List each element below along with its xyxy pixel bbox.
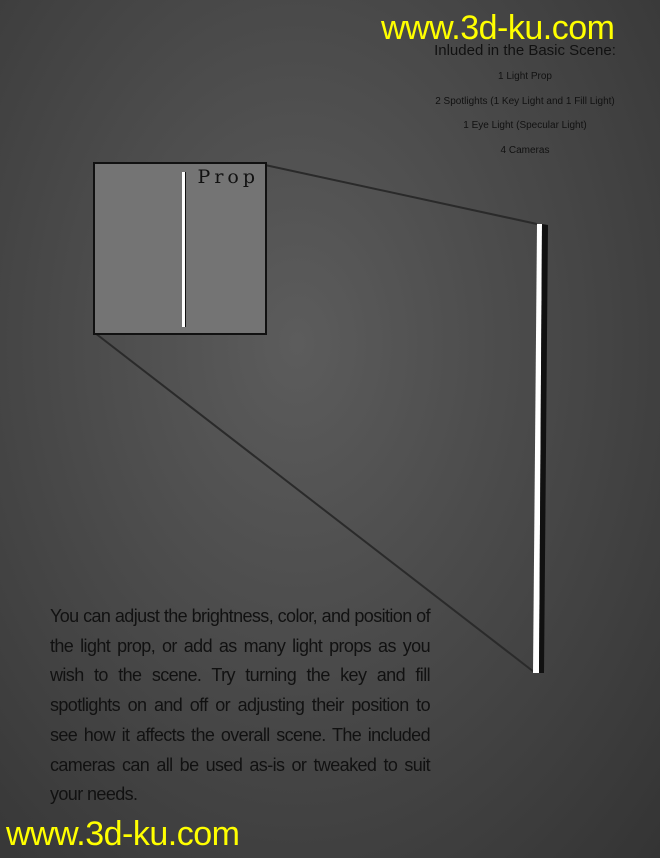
- prop-inset-bar: [182, 172, 186, 327]
- info-item: 1 Light Prop: [498, 71, 552, 82]
- description-text: You can adjust the brightness, color, and position of the light prop, or add as many light props as you wish to the scene. Try turning the key and fill spotlights on and off or adjusting their position to see how it affects the overall scene. The included cameras can all be used as-is or tweaked to suit your needs.: [50, 606, 430, 805]
- info-item: 1 Eye Light (Specular Light): [463, 120, 587, 131]
- info-title: Inluded in the Basic Scene:: [434, 42, 616, 59]
- callout-line-top: [265, 165, 537, 224]
- watermark-top: www.3d-ku.com: [381, 9, 615, 47]
- info-item: 4 Cameras: [500, 145, 550, 156]
- prop-inset: [93, 162, 267, 335]
- info-item: 2 Spotlights (1 Key Light and 1 Fill Light): [435, 96, 615, 107]
- watermark-bottom: www.3d-ku.com: [6, 815, 240, 853]
- prop-label: Prop: [197, 166, 259, 188]
